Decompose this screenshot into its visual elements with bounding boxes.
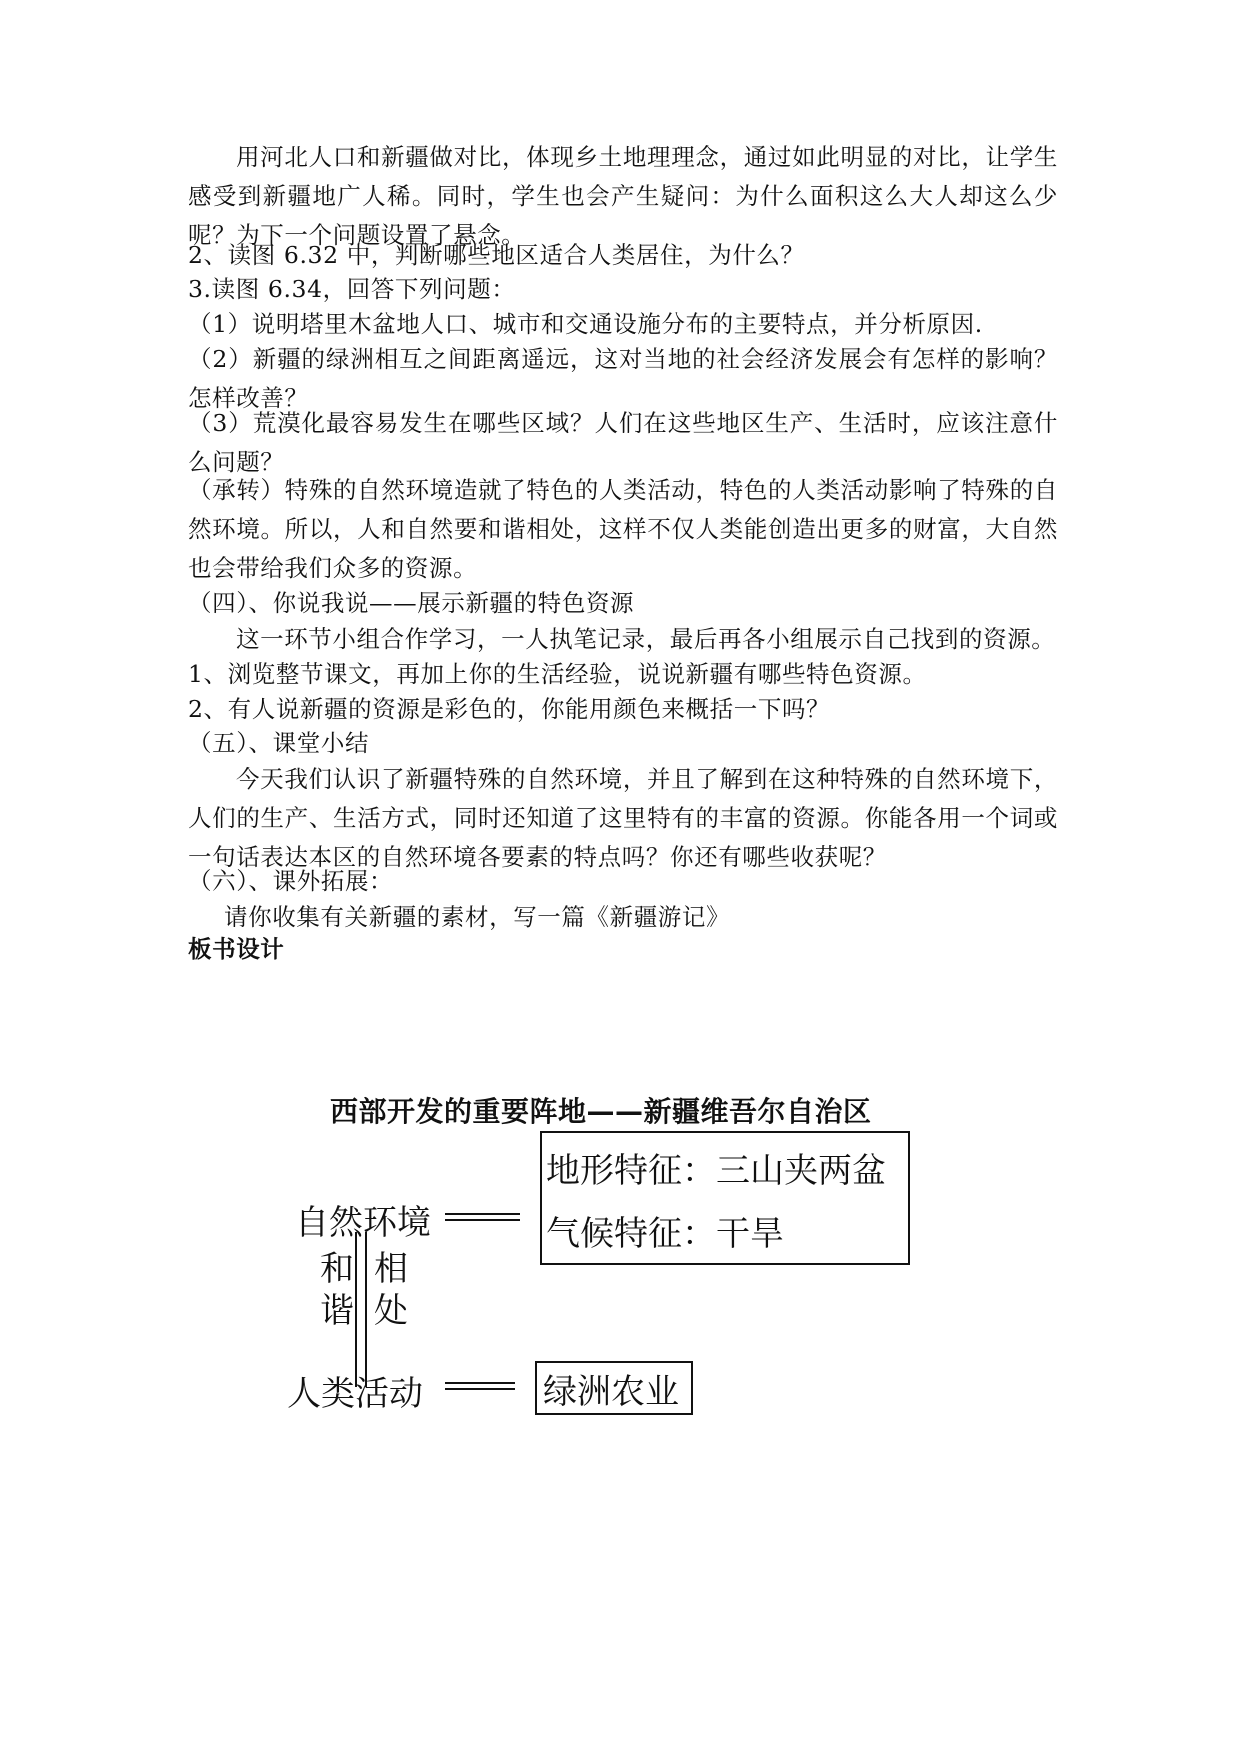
subquestion-2: （2）新疆的绿洲相互之间距离遥远，这对当地的社会经济发展会有怎样的影响？怎样改善？: [188, 345, 1058, 412]
section-5-summary: 今天我们认识了新疆特殊的自然环境，并且了解到在这种特殊的自然环境下，人们的生产、生活方式，同时还知道了这里特有的丰富的资源。你能各用一个词或一句话表达本区的自然环境各要素的特点吗？你还有哪些收获呢？: [188, 765, 1058, 871]
coexist-char-2: 处: [374, 1291, 408, 1331]
subquestion-1: （1）说明塔里木盆地人口、城市和交通设施分布的主要特点，并分析原因.: [188, 310, 983, 338]
natural-environment-label: 自然环境: [295, 1203, 431, 1243]
connector-line-human: [445, 1382, 515, 1384]
harmony-char-2: 谐: [320, 1291, 354, 1331]
paragraph-intro: 用河北人口和新疆做对比，体现乡土地理理念，通过如此明显的对比，让学生感受到新疆地广人稀。同时，学生也会产生疑问：为什么面积这么大人却这么少呢？为下一个问题设置了悬念。: [188, 143, 1058, 249]
coexist-char-1: 相: [374, 1249, 408, 1289]
oasis-agriculture-text: 绿洲农业: [543, 1372, 679, 1412]
section-5-heading: （五）、课堂小结: [188, 729, 370, 757]
harmony-char-1: 和: [320, 1249, 354, 1289]
connector-line-natural-2: [445, 1219, 520, 1221]
transition-paragraph: （承转）特殊的自然环境造就了特色的人类活动，特色的人类活动影响了特殊的自然环境。所以，人和自然要和谐相处，这样不仅人类能创造出更多的财富，大自然也会带给我们众多的资源。: [188, 476, 1058, 582]
section-6-heading: （六）、课外拓展：: [188, 867, 394, 895]
connector-line-human-2: [445, 1388, 515, 1390]
section-4-intro: 这一环节小组合作学习，一人执笔记录，最后再各小组展示自己找到的资源。: [236, 625, 1056, 653]
section-6-task: 请你收集有关新疆的素材，写一篇《新疆游记》: [224, 903, 731, 931]
harmony-line-right: [365, 1232, 367, 1387]
board-title: 西部开发的重要阵地——新疆维吾尔自治区: [330, 1095, 872, 1128]
board-design-heading: 板书设计: [188, 935, 285, 963]
section-4-item-2: 2、有人说新疆的资源是彩色的，你能用颜色来概括一下吗？: [188, 695, 831, 723]
section-4-heading: （四）、你说我说——展示新疆的特色资源: [188, 589, 635, 617]
terrain-feature-text: 地形特征：三山夹两盆: [546, 1151, 886, 1191]
question-3: 3.读图 6.34，回答下列问题：: [188, 275, 516, 303]
subquestion-3: （3）荒漠化最容易发生在哪些区域？人们在这些地区生产、生活时，应该注意什么问题？: [188, 409, 1058, 476]
human-activity-label: 人类活动: [287, 1374, 423, 1414]
section-4-item-1: 1、浏览整节课文，再加上你的生活经验，说说新疆有哪些特色资源。: [188, 660, 927, 688]
climate-feature-text: 气候特征：干旱: [546, 1214, 784, 1254]
question-2: 2、读图 6.32 中，判断哪些地区适合人类居住，为什么？: [188, 241, 805, 269]
connector-line-natural: [445, 1213, 520, 1215]
